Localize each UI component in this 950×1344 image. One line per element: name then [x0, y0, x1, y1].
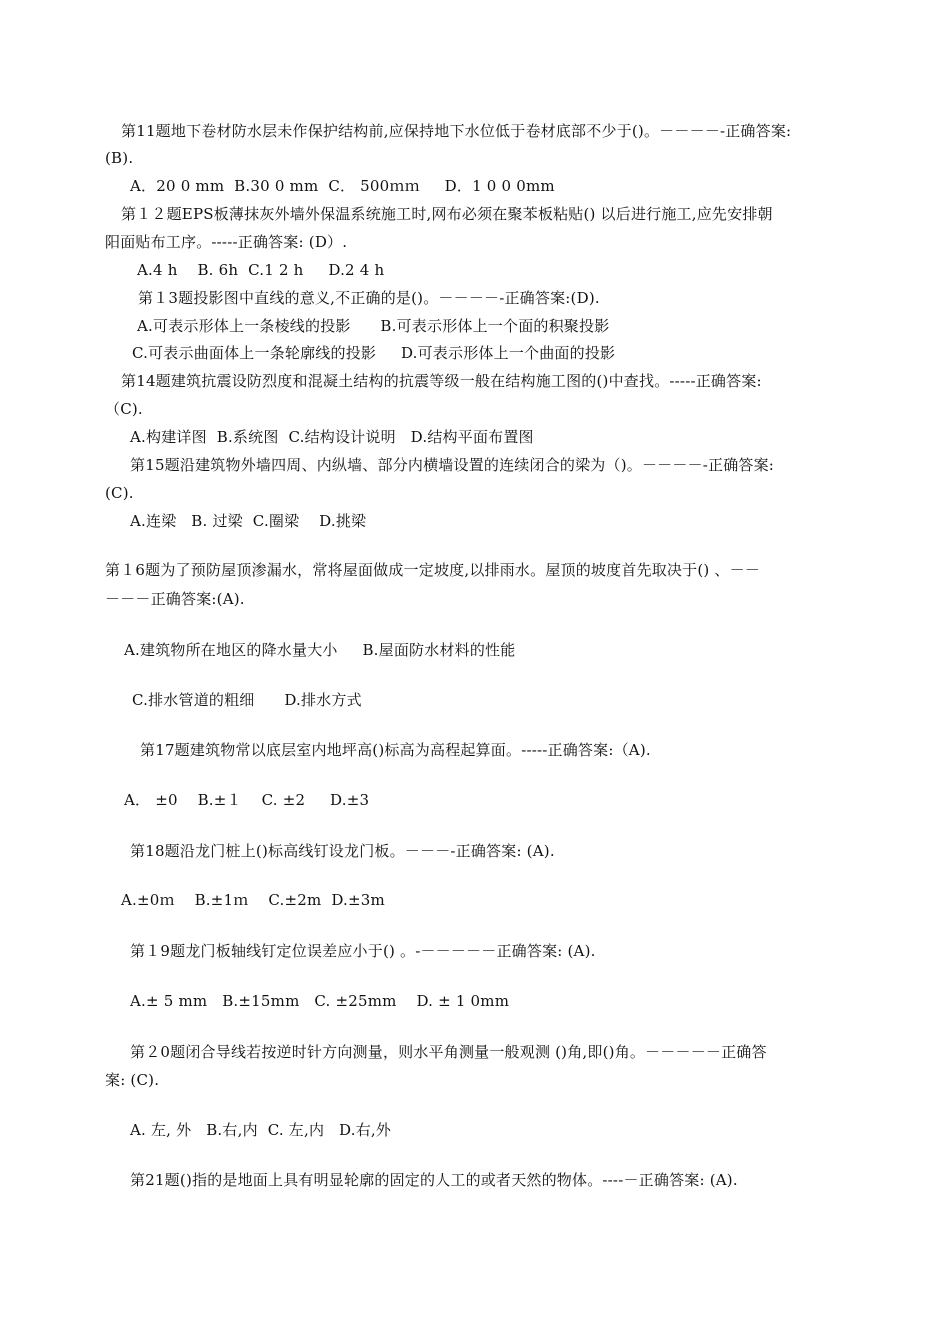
question-20-answer: 案: (C). — [105, 1071, 160, 1089]
question-11-text: 第11题地下卷材防水层未作保护结构前,应保持地下水位低于卷材底部不少于()。－－－－-正确答案: — [121, 122, 792, 140]
question-16-text: 第１6题为了预防屋顶渗漏水，常将屋面做成一定坡度,以排雨水。屋顶的坡度首先取决于() 、－－ — [105, 561, 760, 579]
question-13-text: 第１3题投影图中直线的意义,不正确的是()。－－－－-正确答案:(D). — [138, 289, 600, 307]
question-18-text: 第18题沿龙门桩上()标高线钉设龙门板。－－－-正确答案: (A). — [130, 842, 555, 860]
question-16-answer: －－－正确答案:(A). — [105, 590, 245, 608]
question-17-text: 第17题建筑物常以底层室内地坪高()标高为高程起算面。-----正确答案:（A). — [140, 741, 651, 759]
question-17-options: A． ±0 B.±１ C. ±2 D.±3 — [124, 791, 370, 809]
question-14-options: A.构建详图 B.系统图 C.结构设计说明 D.结构平面布置图 — [130, 428, 534, 446]
question-21-text: 第21题()指的是地面上具有明显轮廓的固定的人工的或者天然的物体。----－正确答案: (A). — [130, 1171, 738, 1189]
question-15-answer: (C). — [105, 484, 134, 502]
question-13-options-cd: C.可表示曲面体上一条轮廓线的投影 D.可表示形体上一个曲面的投影 — [132, 344, 616, 362]
question-11-options: A．20 0 mm B.30 0 mm C． 500ｍｍ D．1 0 0 0mm — [130, 177, 555, 195]
question-13-options-ab: A.可表示形体上一条棱线的投影 B.可表示形体上一个面的积聚投影 — [137, 317, 610, 335]
question-16-options-ab: A.建筑物所在地区的降水量大小 B.屋面防水材料的性能 — [124, 641, 516, 659]
question-15-options: A.连梁 B. 过梁 C.圈梁 D.挑梁 — [130, 512, 367, 530]
question-12-options: A.4 h B. 6h C.1 2 h D.2 4 h — [137, 261, 385, 279]
question-18-options: A.±0ｍ B.±1ｍ C.±2m D.±3m — [121, 891, 385, 909]
question-20-options: A. 左, 外 B.右,内 C. 左,内 D.右,外 — [130, 1121, 392, 1139]
question-14-answer: （C). — [105, 400, 143, 418]
question-19-options: A.± 5 mm B.±15mm C. ±25mm D. ± 1 0mm — [130, 992, 510, 1010]
question-11-answer: (B). — [105, 149, 134, 167]
question-20-text: 第２0题闭合导线若按逆时针方向测量，则水平角测量一般观测 ()角,即()角。－－－－－正确答 — [130, 1043, 767, 1061]
question-19-text: 第１9题龙门板轴线钉定位误差应小于() 。-－－－－－正确答案: (A). — [130, 942, 596, 960]
question-12-text: 第１２题EPS板薄抹灰外墙外保温系统施工时,网布必须在聚苯板粘贴() 以后进行施工,应先安排朝 — [121, 205, 773, 223]
question-15-text: 第15题沿建筑物外墙四周、内纵墙、部分内横墙设置的连续闭合的梁为（)。－－－－-正确答案: — [130, 456, 775, 474]
question-16-options-cd: C.排水管道的粗细 D.排水方式 — [132, 691, 362, 709]
question-14-text: 第14题建筑抗震设防烈度和混凝土结构的抗震等级一般在结构施工图的()中查找。-----正确答案: — [121, 372, 762, 390]
question-12-answer: 阳面贴布工序。-----正确答案: (D）. — [105, 233, 348, 251]
